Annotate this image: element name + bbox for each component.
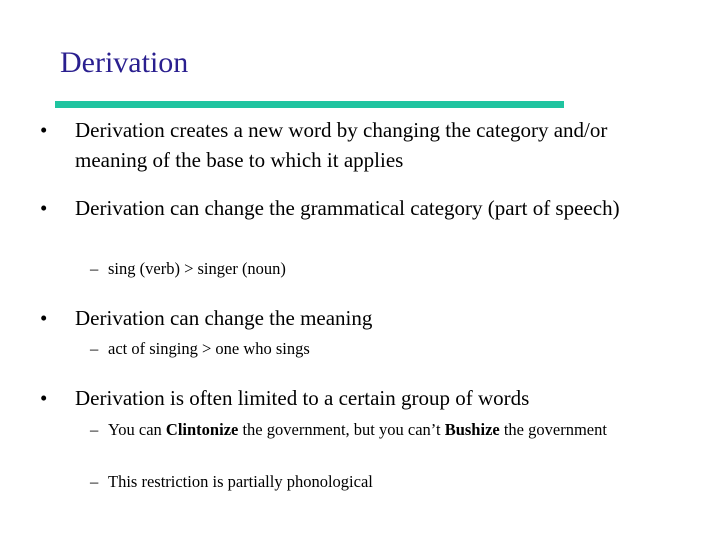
bullet-3-sub-1-text: act of singing > one who sings: [108, 339, 310, 358]
bullet-1-text: Derivation creates a new word by changing the category and/or meaning of the base to which it applies: [75, 118, 608, 172]
bullet-3-text: Derivation can change the meaning: [75, 306, 373, 330]
bullet-2-text: Derivation can change the grammatical category (part of speech): [75, 196, 620, 220]
slide-title: Derivation: [60, 46, 189, 79]
sub-text-pre: You can: [108, 420, 166, 439]
title-underline: [55, 101, 564, 108]
bullet-marker: •: [40, 196, 48, 220]
bullet-2-sub-1-text: sing (verb) > singer (noun): [108, 259, 286, 278]
bullet-marker: •: [40, 306, 48, 330]
bushize-term: Bushize: [444, 420, 500, 439]
bullet-4-sub-1-text: [108, 419, 638, 440]
sub-text-post: the government: [499, 420, 607, 439]
bullet-marker: •: [40, 386, 48, 410]
sub-marker: –: [90, 259, 99, 278]
sub-marker: –: [90, 472, 99, 491]
clintonize-term: Clintonize: [165, 420, 239, 439]
bullet-4-sub-2-text: This restriction is partially phonological: [108, 472, 373, 491]
sub-marker: –: [90, 420, 99, 439]
sub-marker: –: [90, 339, 99, 358]
sub-text-mid: the government, but you can’t: [238, 420, 445, 439]
bullet-marker: •: [40, 118, 48, 142]
bullet-4-text: Derivation is often limited to a certain group of words: [75, 386, 530, 410]
